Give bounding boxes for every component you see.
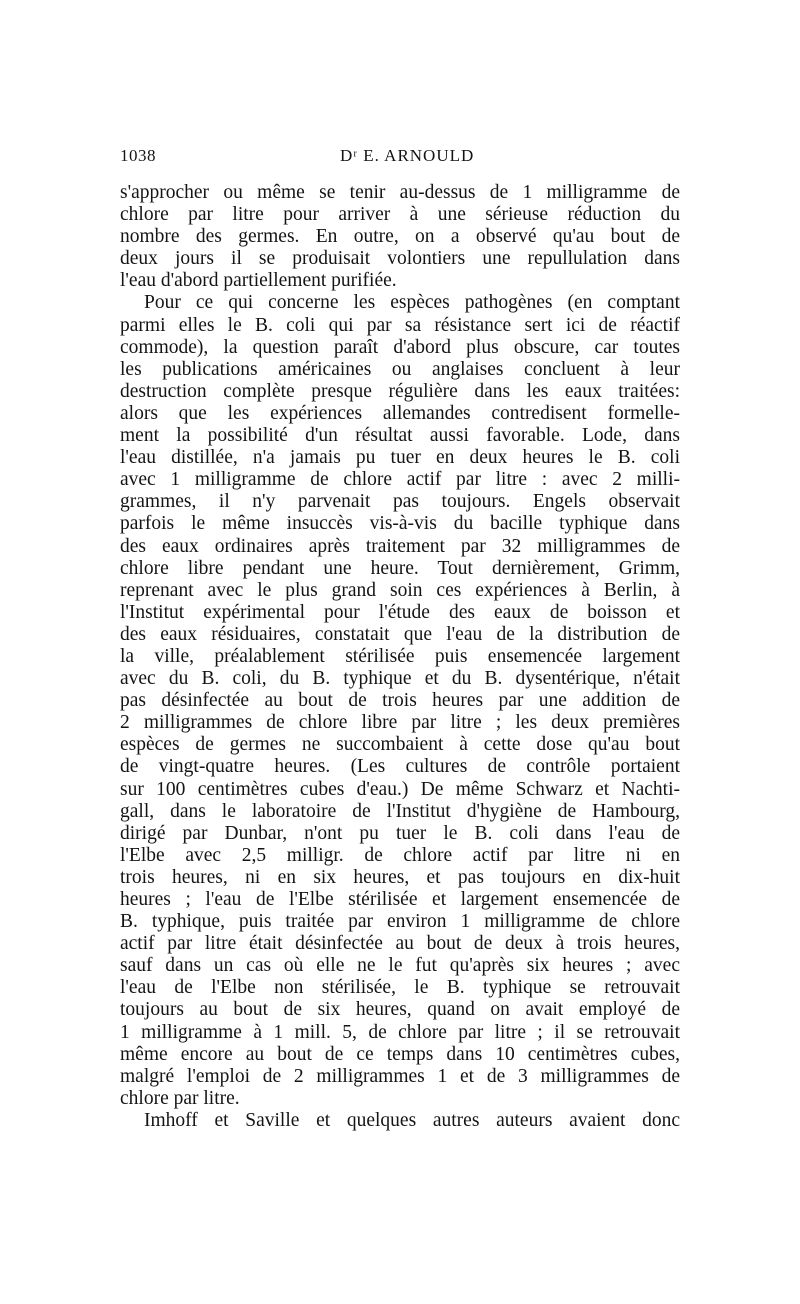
text-line: parfois le même insuccès vis-à-vis du bacille typhique dans (120, 513, 680, 535)
text-line: deux jours il se produisait volontiers une repullulation dans (120, 248, 680, 270)
text-line: chlore par litre pour arriver à une sérieuse réduction du (120, 204, 680, 226)
text-line: commode), la question paraît d'abord plus obscure, car toutes (120, 336, 680, 358)
text-line: des eaux résiduaires, constatait que l'eau de la distribution de (120, 623, 680, 645)
text-line: chlore libre pendant une heure. Tout dernièrement, Grimm, (120, 557, 680, 579)
page-number: 1038 (120, 146, 156, 165)
text-line: l'Elbe avec 2,5 milligr. de chlore actif par litre ni en (120, 844, 680, 866)
text-line: gall, dans le laboratoire de l'Institut d'hygiène de Hambourg, (120, 800, 680, 822)
text-line: alors que les expériences allemandes contredisent formelle- (120, 402, 680, 424)
text-line: Imhoff et Saville et quelques autres auteurs avaient donc (144, 1109, 680, 1131)
text-line: espèces de germes ne succombaient à cette dose qu'au bout (120, 734, 680, 756)
text-line: trois heures, ni en six heures, et pas toujours en dix-huit (120, 866, 680, 888)
text-line: toujours au bout de six heures, quand on avait employé de (120, 999, 680, 1021)
text-line: destruction complète presque régulière dans les eaux traitées: (120, 380, 680, 402)
text-line: les publications américaines ou anglaises concluent à leur (120, 358, 680, 380)
text-line: sur 100 centimètres cubes d'eau.) De même Schwarz et Nachti- (120, 778, 680, 800)
text-line: l'eau d'abord partiellement purifiée. (120, 270, 397, 292)
text-line: B. typhique, puis traitée par environ 1 milligramme de chlore (120, 911, 680, 933)
text-line: des eaux ordinaires après traitement par 32 milligrammes de (120, 535, 680, 557)
text-line: même encore au bout de ce temps dans 10 centimètres cubes, (120, 1043, 680, 1065)
text-line: dirigé par Dunbar, n'ont pu tuer le B. coli dans l'eau de (120, 822, 680, 844)
text-line: l'eau de l'Elbe non stérilisée, le B. typhique se retrouvait (120, 977, 680, 999)
text-line: sauf dans un cas où elle ne le fut qu'après six heures ; avec (120, 955, 680, 977)
body-text (120, 182, 680, 1132)
text-line: nombre des germes. En outre, on a observé qu'au bout de (120, 226, 680, 248)
text-line: l'Institut expérimental pour l'étude des eaux de boisson et (120, 601, 680, 623)
text-line: parmi elles le B. coli qui par sa résistance sert ici de réactif (120, 314, 680, 336)
text-line: ment la possibilité d'un résultat aussi favorable. Lode, dans (120, 425, 680, 447)
text-line: reprenant avec le plus grand soin ces expériences à Berlin, à (120, 579, 680, 601)
running-head (120, 142, 680, 168)
text-line: 1 milligramme à 1 mill. 5, de chlore par litre ; il se retrouvait (120, 1021, 680, 1043)
text-line: malgré l'emploi de 2 milligrammes 1 et de 3 milligrammes de (120, 1065, 680, 1087)
text-line: l'eau distillée, n'a jamais pu tuer en deux heures le B. coli (120, 447, 680, 469)
text-line: avec 1 milligramme de chlore actif par litre : avec 2 milli- (120, 469, 680, 491)
text-line: s'approcher ou même se tenir au-dessus de 1 milligramme de (120, 182, 680, 203)
text-line: 2 milligrammes de chlore libre par litre ; les deux premières (120, 712, 680, 734)
text-line: chlore par litre. (120, 1087, 240, 1109)
text-line: actif par litre était désinfectée au bout de deux à trois heures, (120, 933, 680, 955)
text-line: grammes, il n'y parvenait pas toujours. Engels observait (120, 491, 680, 513)
text-line: heures ; l'eau de l'Elbe stérilisée et largement ensemencée de (120, 889, 680, 910)
author-header: Dʳ E. ARNOULD (340, 146, 475, 165)
text-line: pas désinfectée au bout de trois heures par une addition de (120, 690, 680, 712)
text-line: Pour ce qui concerne les espèces pathogènes (en comptant (144, 292, 680, 314)
text-line: avec du B. coli, du B. typhique et du B. dysentérique, n'était (120, 668, 680, 690)
text-line: de vingt-quatre heures. (Les cultures de contrôle portaient (120, 756, 680, 778)
text-line: la ville, préalablement stérilisée puis ensemencée largement (120, 645, 680, 667)
